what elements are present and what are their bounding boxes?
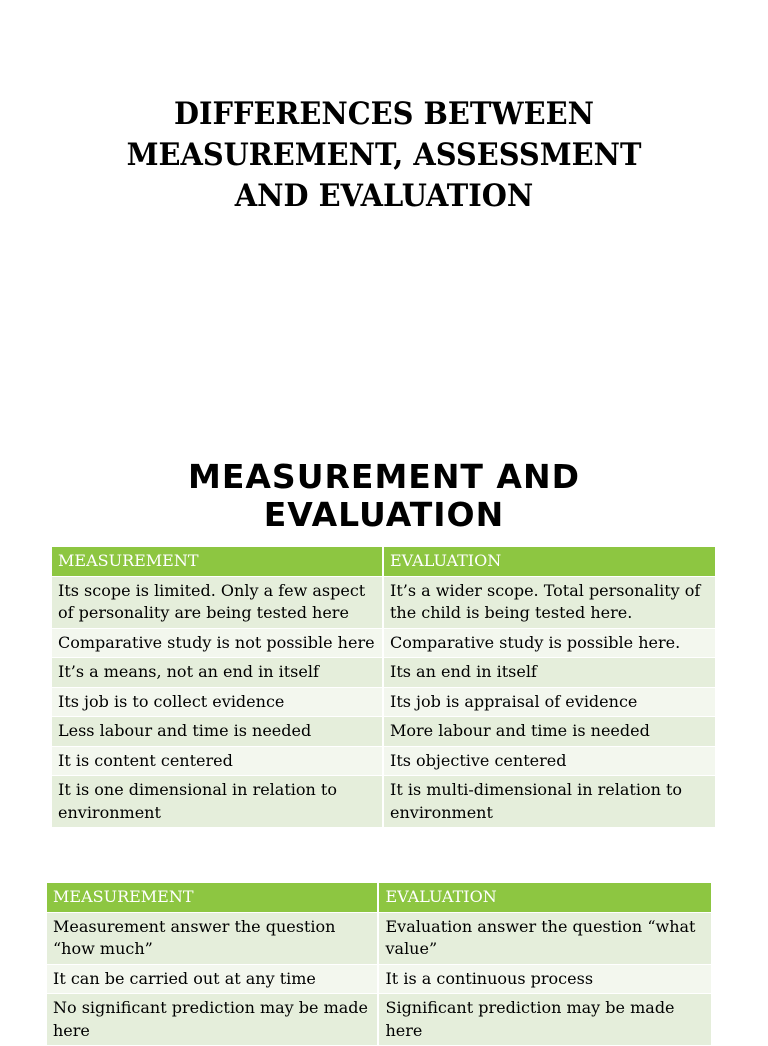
table-row: [52, 717, 715, 747]
table-row: [47, 964, 711, 994]
table-header-row: [47, 883, 711, 913]
column-header-evaluation: EVALUATION: [378, 883, 711, 913]
measurement-cell: Measurement answer the question “how much”: [47, 912, 378, 964]
evaluation-cell: It’s a wider scope. Total personality of the child is being tested here.: [383, 576, 715, 628]
measurement-cell: No significant prediction may be made here: [47, 994, 378, 1046]
measurement-cell: Its job is to collect evidence: [52, 687, 383, 717]
measurement-cell: It is content centered: [52, 746, 383, 776]
slide-title-line-1: DIFFERENCES BETWEEN: [174, 96, 594, 132]
section-title: [0, 458, 768, 534]
measurement-cell: It can be carried out at any time: [47, 964, 378, 994]
evaluation-cell: Its job is appraisal of evidence: [383, 687, 715, 717]
evaluation-cell: Its an end in itself: [383, 658, 715, 688]
evaluation-cell: Comparative study is possible here.: [383, 628, 715, 658]
slide-title-line-3: AND EVALUATION: [234, 178, 534, 214]
table-row: [52, 687, 715, 717]
measurement-cell: Less labour and time is needed: [52, 717, 383, 747]
evaluation-cell: Evaluation answer the question “what value”: [378, 912, 711, 964]
evaluation-cell: Its objective centered: [383, 746, 715, 776]
measurement-cell: Its scope is limited. Only a few aspect of personality are being tested here: [52, 576, 383, 628]
table-row: [52, 576, 715, 628]
table-row: [52, 776, 715, 828]
table-row: [47, 912, 711, 964]
evaluation-cell: More labour and time is needed: [383, 717, 715, 747]
evaluation-cell: Significant prediction may be made here: [378, 994, 711, 1046]
section-title-line-2: EVALUATION: [263, 495, 505, 534]
table-row: [52, 658, 715, 688]
comparison-table-2: [47, 882, 711, 1046]
column-header-evaluation: EVALUATION: [383, 547, 715, 577]
comparison-table-1: [52, 546, 715, 828]
slide-title-line-2: MEASUREMENT, ASSESSMENT: [126, 137, 642, 173]
table-row: [52, 628, 715, 658]
section-title-line-1: MEASUREMENT AND: [188, 457, 580, 496]
table-row: [47, 994, 711, 1046]
table-header-row: [52, 547, 715, 577]
table-row: [52, 746, 715, 776]
column-header-measurement: MEASUREMENT: [52, 547, 383, 577]
column-header-measurement: MEASUREMENT: [47, 883, 378, 913]
evaluation-cell: It is multi-dimensional in relation to environment: [383, 776, 715, 828]
evaluation-cell: It is a continuous process: [378, 964, 711, 994]
slide-title: [27, 94, 741, 217]
measurement-cell: It’s a means, not an end in itself: [52, 658, 383, 688]
measurement-cell: Comparative study is not possible here: [52, 628, 383, 658]
measurement-cell: It is one dimensional in relation to environment: [52, 776, 383, 828]
